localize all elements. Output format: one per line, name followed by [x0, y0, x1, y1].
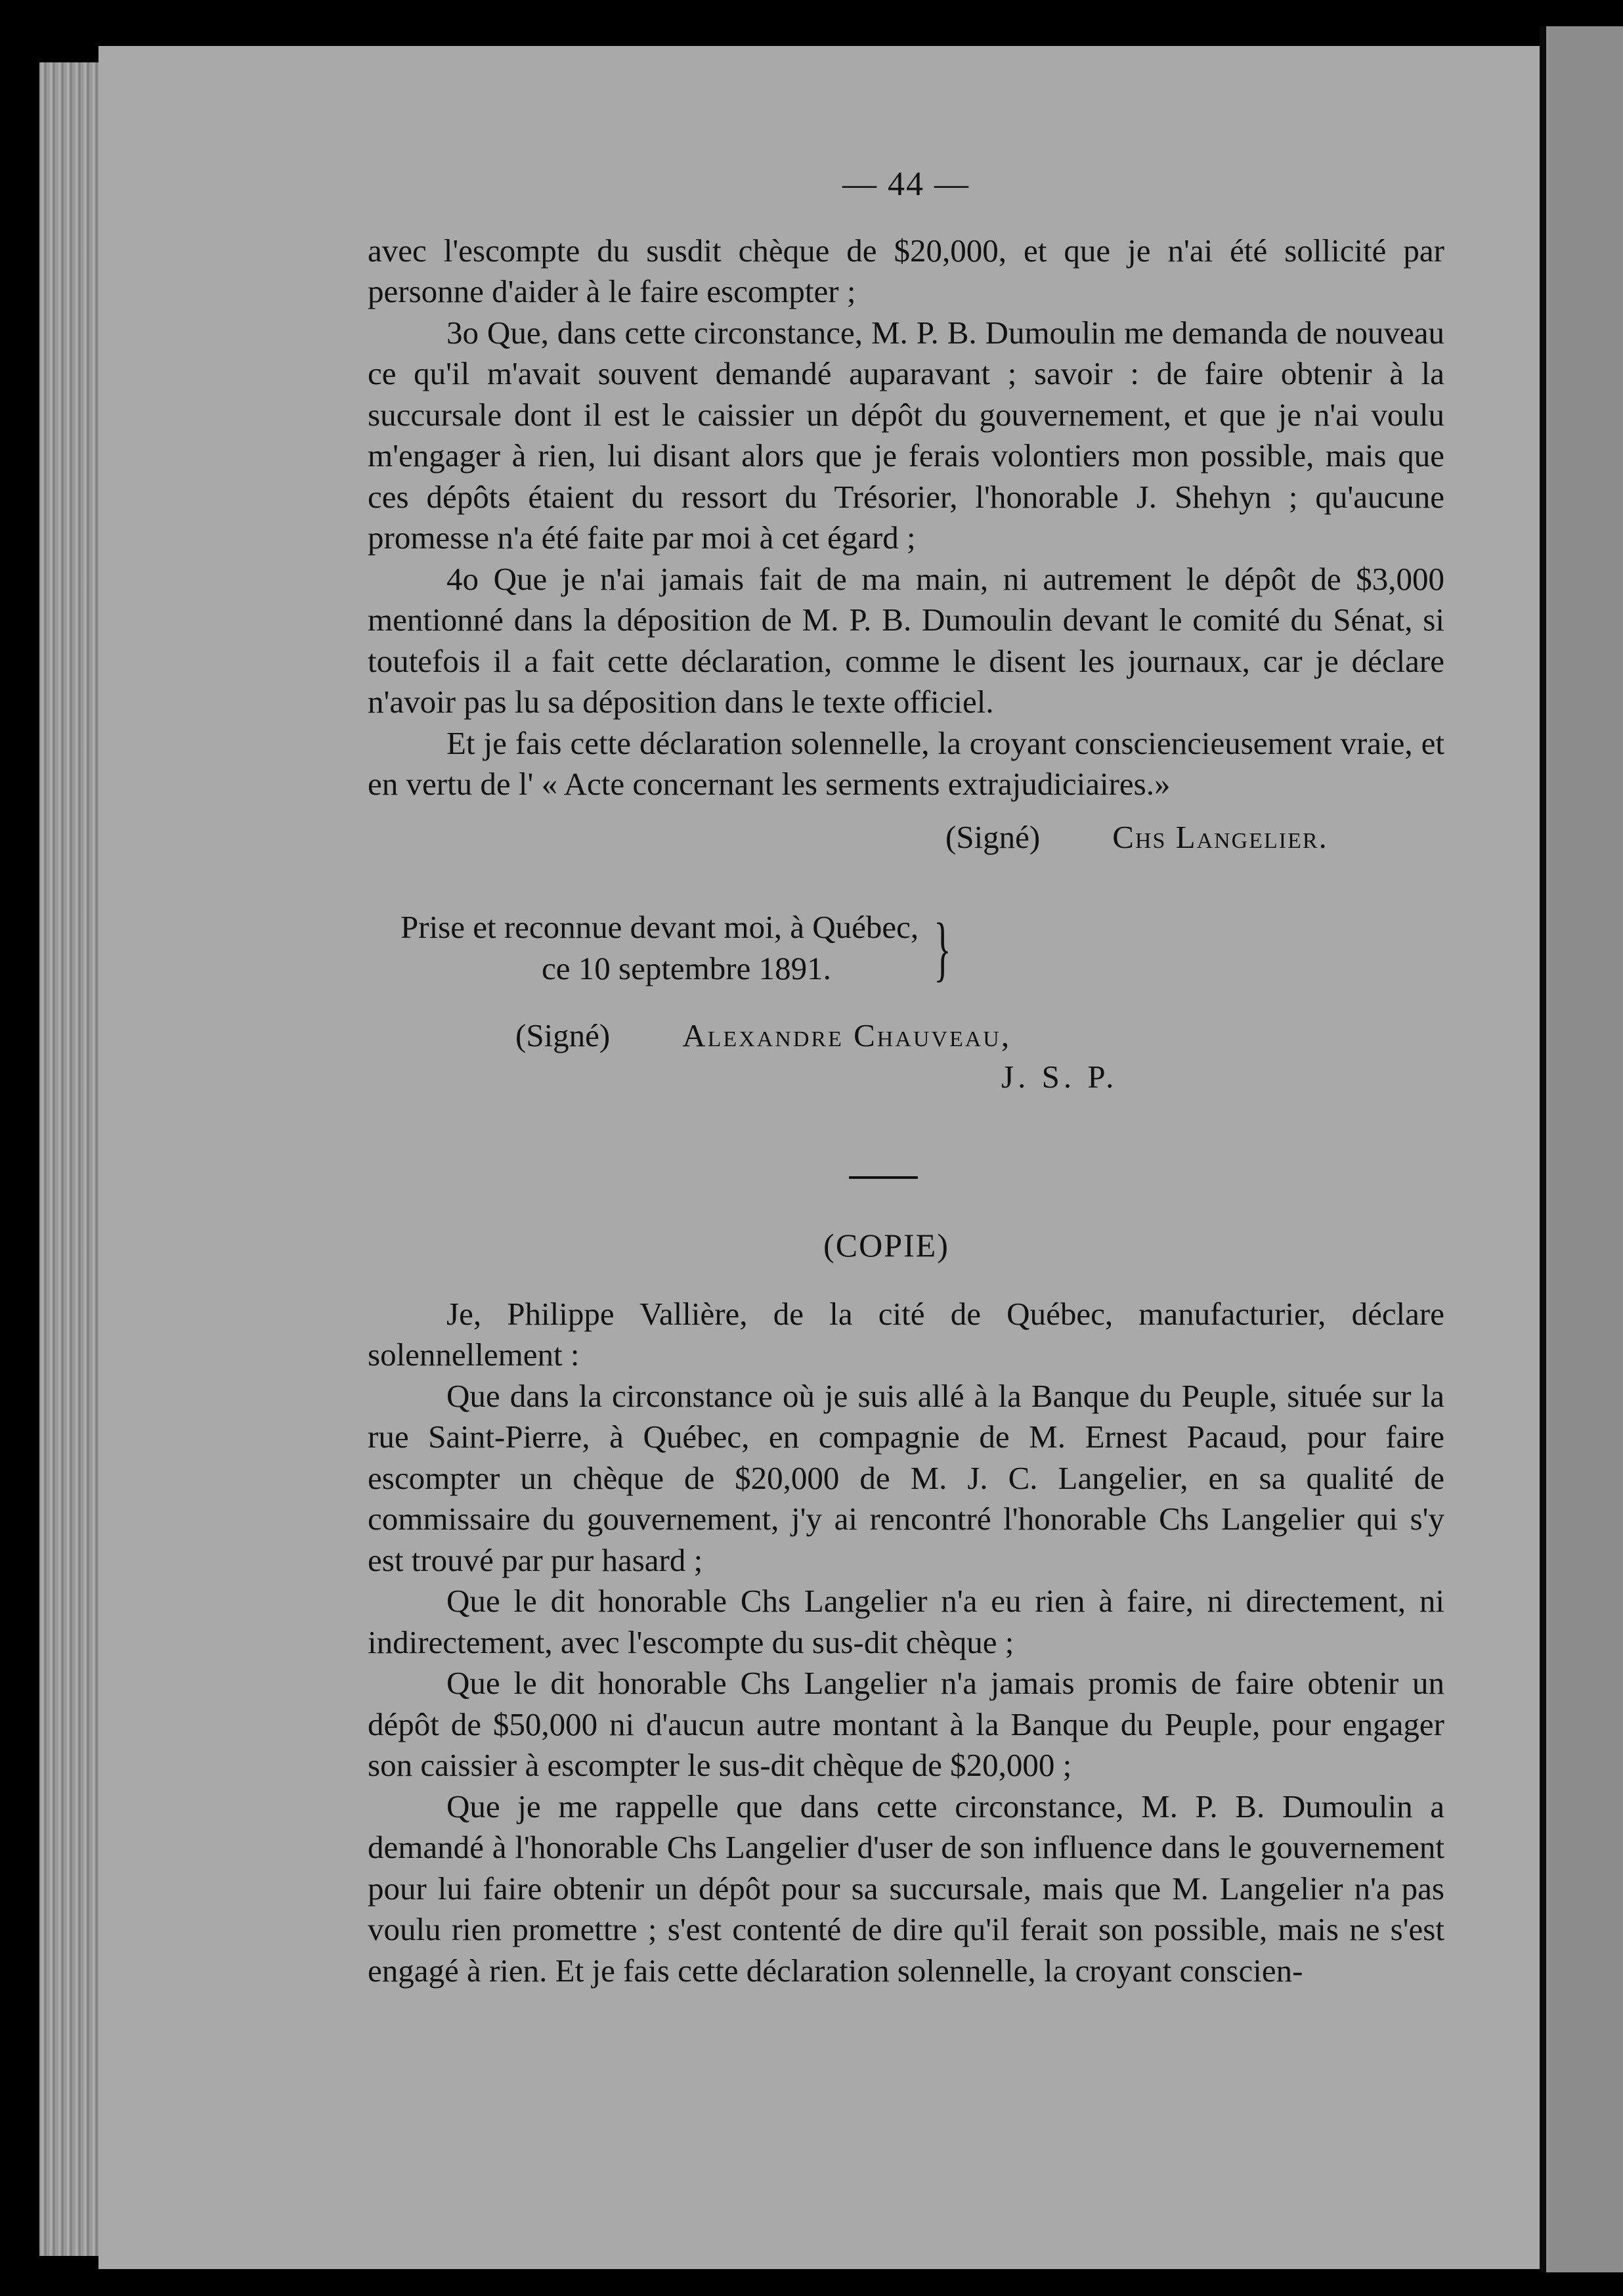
paragraph: Que je me rappelle que dans cette circonstance, M. P. B. Dumoulin a demandé à l'honorable Chs Langelier d'user de son influence dans le gouvernement pour lui faire obtenir un dépôt pour sa succursale, mais que M. Langelier n'a pas voulu rien promettre ; s'est contenté de dire qu'il ferait son possible, mais ne s'est engagé à rien. Et je fais cette déclaration solennelle, la croyant conscien-: [368, 1788, 1444, 1989]
commissioner-signature: [368, 1015, 1444, 1057]
brace-glyph: }: [934, 908, 951, 988]
notary-line-2: ce 10 septembre 1891.: [542, 950, 831, 986]
notary-block: [400, 907, 1444, 989]
signature-line: [368, 817, 1444, 858]
paragraph: 3o Que, dans cette circonstance, M. P. B. Dumoulin me demanda de nouveau ce qu'il m'avait souvent demandé auparavant ; savoir : de faire obtenir à la succursale dont il est le caissier un dépôt du gouvernement, et que je n'ai voulu m'engager à rien, lui disant alors que je ferais volontiers mon possible, mais que ces dépôts étaient du ressort du Trésorier, l'honorable J. Shehyn ; qu'aucune promesse n'a été faite par moi à cet égard ;: [368, 314, 1444, 556]
signed-label: (Signé): [945, 818, 1041, 855]
signatory-name: Chs Langelier.: [1112, 818, 1328, 855]
paragraph: 4o Que je n'ai jamais fait de ma main, ni autrement le dépôt de $3,000 mentionné dans la déposition de M. P. B. Dumoulin devant le comité du Sénat, si toutefois il a fait cette déclaration, comme le disent les journaux, car je déclare n'avoir pas lu sa déposition dans le texte officiel.: [368, 560, 1444, 720]
paragraph: Que le dit honorable Chs Langelier n'a jamais promis de faire obtenir un dépôt de $50,000 ni d'aucun autre montant à la Banque du Peuple, pour engager son caissier à escompter le sus-dit chèque de $20,000 ;: [368, 1665, 1444, 1783]
page-text: [368, 151, 1444, 1991]
scan-border-top: [0, 0, 1623, 26]
paragraph: avec l'escompte du susdit chèque de $20,000, et que je n'ai été sollicité par personne d'aider à le faire escompter ;: [368, 232, 1444, 309]
paragraph: Que dans la circonstance où je suis allé à la Banque du Peuple, située sur la rue Saint-Pierre, à Québec, en compagnie de M. Ernest Pacaud, pour faire escompter un chèque de $20,000 de M. J. C. Langelier, en sa qualité de commissaire du gouvernement, j'y ai rencontré l'honorable Chs Langelier qui s'y est trouvé par pur hasard ;: [368, 1377, 1444, 1578]
facing-page-strip: [1546, 26, 1623, 2272]
copie-heading: (COPIE): [823, 1227, 949, 1264]
section-divider: [849, 1176, 918, 1179]
commissioner-name: Alexandre Chauveau,: [682, 1017, 1012, 1053]
page-number: — 44 —: [842, 166, 970, 203]
signed-label: (Signé): [515, 1017, 611, 1053]
paragraph: Je, Philippe Vallière, de la cité de Québec, manufacturier, déclare solennellement :: [368, 1295, 1444, 1373]
paragraph: Et je fais cette déclaration solennelle, la croyant consciencieusement vraie, et en vertu de l' « Acte concernant les serments extrajudiciaires.»: [368, 724, 1444, 802]
commissioner-title: J. S. P.: [1001, 1058, 1118, 1095]
notary-line-1: Prise et reconnue devant moi, à Québec,: [400, 909, 919, 945]
paragraph: Que le dit honorable Chs Langelier n'a eu rien à faire, ni directement, ni indirectement, avec l'escompte du sus-dit chèque ;: [368, 1583, 1444, 1660]
